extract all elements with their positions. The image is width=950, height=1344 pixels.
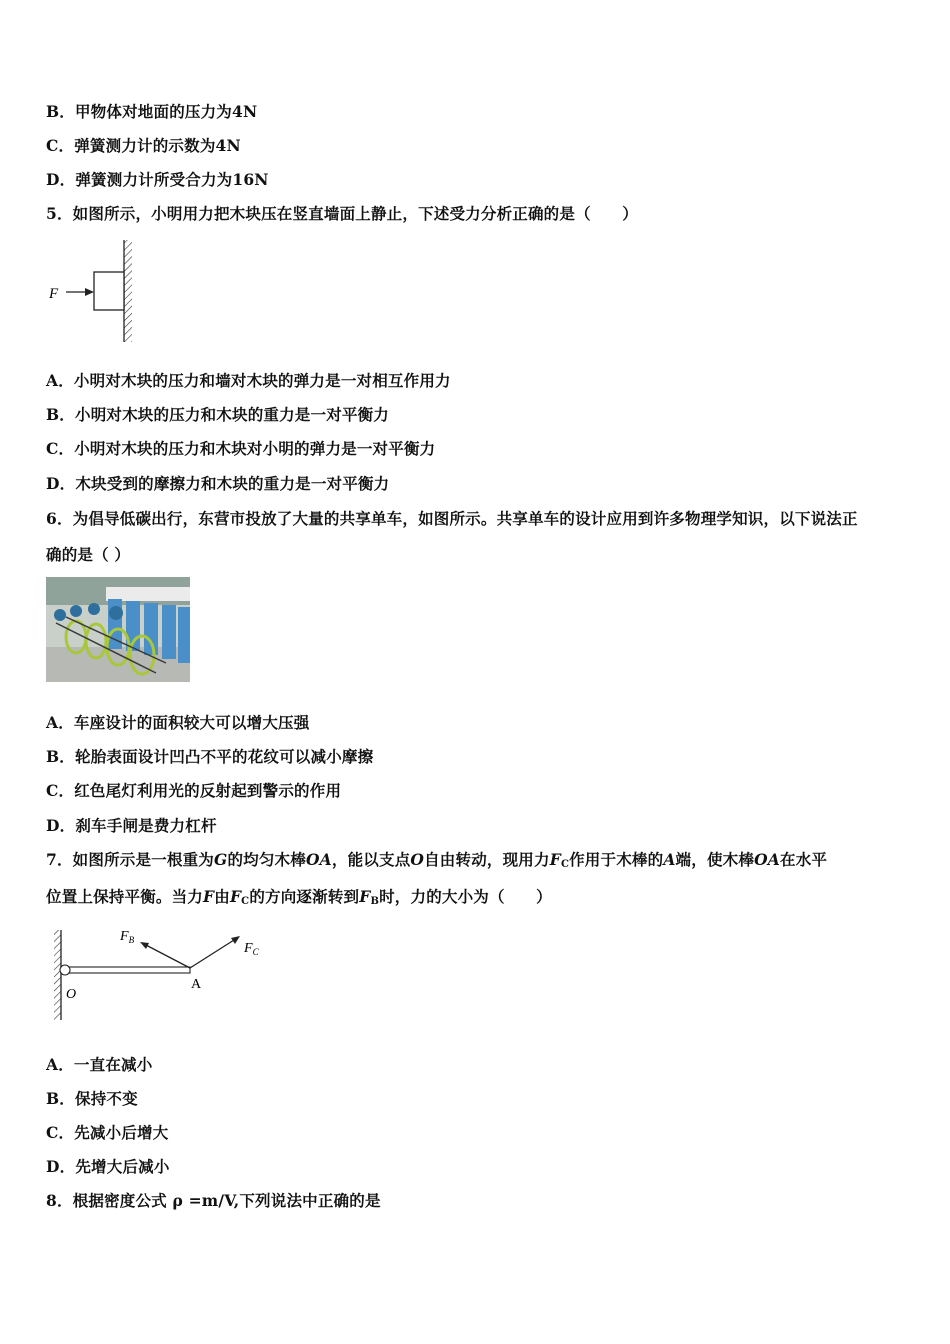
q7-text: 位置上保持平衡。当力 (46, 887, 204, 906)
q6-stem-line2: 确的是（ ） (46, 545, 131, 564)
wooden-rod-oa (66, 967, 190, 973)
shared-bikes-photo (46, 577, 190, 682)
q6-option-d: D．刹车手闸是费力杠杆 (46, 816, 217, 835)
q7-option-b: B．保持不变 (46, 1089, 138, 1108)
symbol-oa: OA (305, 850, 332, 869)
symbol-o: O (410, 850, 425, 869)
q7-text: 端，使木棒 (675, 850, 755, 869)
q7-option-d: D．先增大后减小 (46, 1157, 170, 1176)
force-label-f: F (49, 286, 59, 302)
label-o: O (66, 987, 77, 1002)
symbol-f: F (229, 887, 242, 906)
q7-text: 自由转动，现用力 (424, 850, 550, 869)
q7-text: 的均匀木棒 (227, 850, 306, 869)
force-arrow-head (85, 288, 94, 296)
symbol-f: F (359, 887, 371, 906)
q7-text: 时，力的大小为（ ） (379, 887, 552, 906)
q7-text: 作用于木棒的 (569, 850, 664, 869)
q5-stem: 5．如图所示，小明用力把木块压在竖直墙面上静止，下述受力分析正确的是（ ） (46, 204, 638, 223)
label-fc-subscript: C (252, 947, 259, 957)
q4-option-d: D．弹簧测力计所受合力为16N (46, 170, 269, 189)
q6-option-b: B．轮胎表面设计凹凸不平的花纹可以减小摩擦 (46, 747, 374, 766)
force-fc-shaft (190, 940, 234, 968)
q6-option-a: A．车座设计的面积较大可以增大压强 (46, 713, 310, 732)
force-fb-head (140, 942, 149, 949)
label-a: A (191, 977, 202, 992)
q7-text: ，能以支点 (331, 850, 411, 869)
q5-option-c: C．小明对木块的压力和木块对小明的弹力是一对平衡力 (46, 439, 436, 458)
q6-option-c: C．红色尾灯利用光的反射起到警示的作用 (46, 781, 342, 800)
symbol-g: G (214, 850, 228, 869)
q7-stem-line1 (46, 850, 827, 875)
force-fc-head (231, 936, 240, 944)
q7-text: 由 (214, 887, 230, 906)
q6-stem-line1: 6．为倡导低碳出行，东营市投放了大量的共享单车，如图所示。共享单车的设计应用到许多物理学知识，以下说法正 (46, 509, 858, 528)
q7-stem-line2 (46, 887, 552, 912)
q7-text: 7．如图所示是一根重为 (46, 850, 214, 869)
q7-lever-figure (48, 926, 278, 1024)
symbol-oa: OA (754, 850, 780, 869)
q5-option-d: D．木块受到的摩擦力和木块的重力是一对平衡力 (46, 474, 390, 493)
symbol-f: F (203, 887, 215, 906)
q7-option-c: C．先减小后增大 (46, 1123, 169, 1142)
label-fb (119, 929, 135, 945)
label-fb-subscript: B (128, 935, 135, 945)
subscript-c: C (241, 896, 250, 907)
wood-block (94, 272, 124, 310)
label-fc-letter: F (244, 941, 253, 956)
pivot-o (60, 965, 70, 975)
wall-hatching (124, 240, 132, 342)
label-fc (243, 941, 260, 957)
q7-option-a: A．一直在减小 (46, 1055, 153, 1074)
q7-text: 的方向逐渐转到 (249, 887, 360, 906)
label-fb-letter: F (120, 929, 129, 944)
symbol-f: F (549, 850, 561, 869)
symbol-a: A (663, 850, 676, 869)
q5-option-a: A．小明对木块的压力和墙对木块的弹力是一对相互作用力 (46, 371, 451, 390)
q5-wall-block-figure (44, 238, 144, 344)
q4-option-c: C．弹簧测力计的示数为4N (46, 136, 241, 155)
q7-text: 在水平 (780, 850, 828, 869)
q8-stem: 8．根据密度公式 ρ =m/V,下列说法中正确的是 (46, 1191, 381, 1210)
force-fb-shaft (144, 944, 190, 968)
q4-option-b: B．甲物体对地面的压力为4N (46, 102, 258, 121)
shared-bikes-illustration (46, 577, 190, 682)
q5-option-b: B．小明对木块的压力和木块的重力是一对平衡力 (46, 405, 390, 424)
lever-wall-hatching (54, 930, 61, 1020)
subscript-c: C (560, 859, 570, 870)
subscript-b: B (370, 896, 380, 907)
